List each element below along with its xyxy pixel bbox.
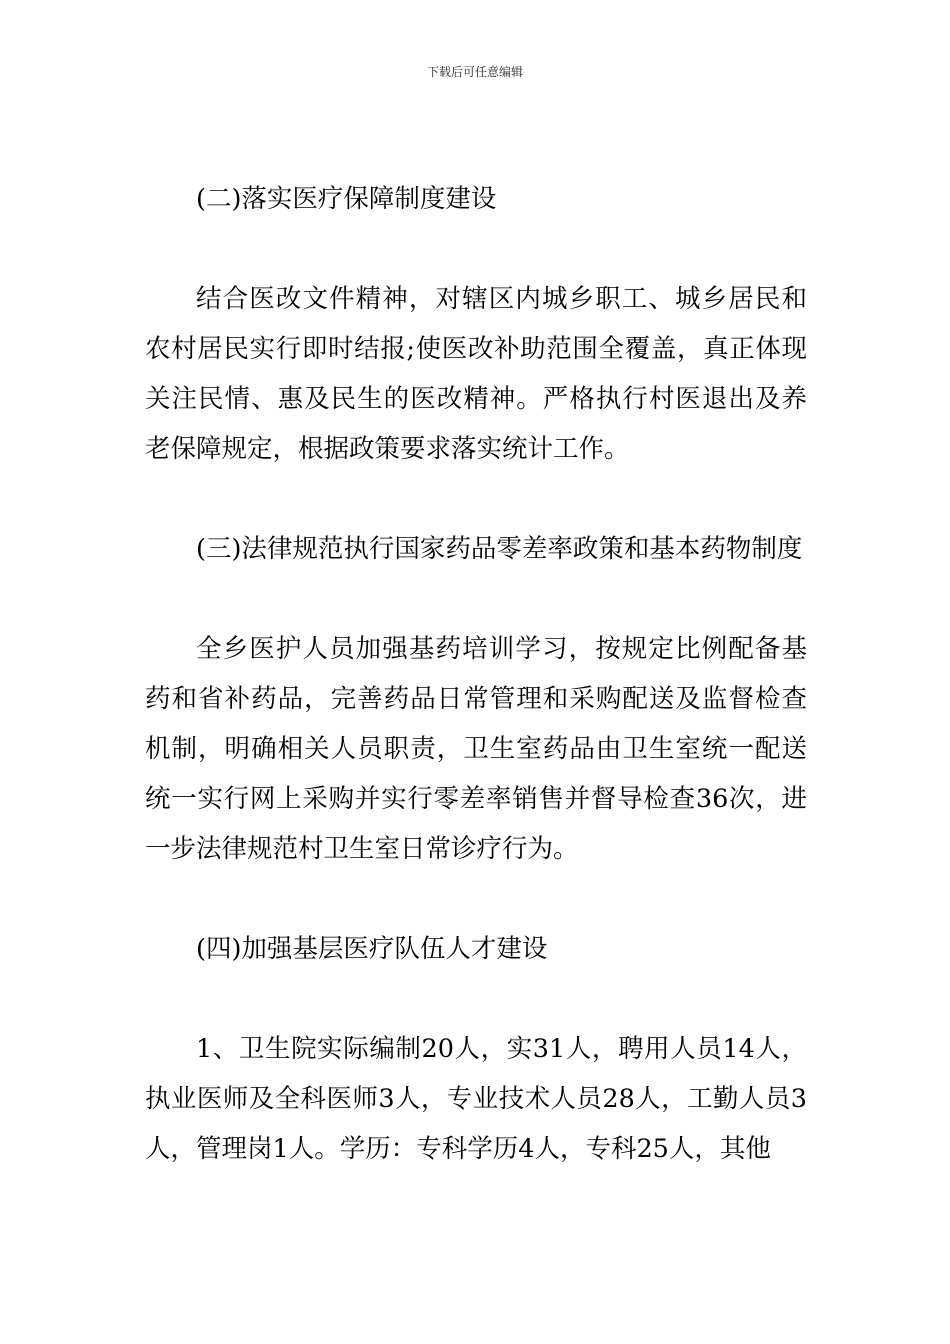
document-body [145, 174, 807, 1174]
spacer [145, 874, 807, 924]
section-paragraph-3: 全乡医护人员加强基药培训学习，按规定比例配备基药和省补药品，完善药品日常管理和采购配送及监督检查机制，明确相关人员职责，卫生室药品由卫生室统一配送统一实行网上采购并实行零差率销售并督导检查36次，进一步法律规范村卫生室日常诊疗行为。 [145, 634, 807, 864]
section-heading-3: (三)法律规范执行国家药品零差率政策和基本药物制度 [196, 534, 803, 564]
spacer [145, 974, 807, 1024]
spacer [145, 224, 807, 274]
section-paragraph-4: 1、卫生院实际编制20人，实31人，聘用人员14人，执业医师及全科医师3人，专业技术人员28人，工勤人员3人，管理岗1人。学历：专科学历4人，专科25人，其他 [145, 1034, 807, 1164]
section-heading-4: (四)加强基层医疗队伍人才建设 [196, 934, 548, 964]
section-paragraph-2: 结合医改文件精神，对辖区内城乡职工、城乡居民和农村居民实行即时结报;使医改补助范围全覆盖，真正体现关注民情、惠及民生的医改精神。严格执行村医退出及养老保障规定，根据政策要求落实统计工作。 [145, 284, 807, 464]
section-heading-2: (二)落实医疗保障制度建设 [196, 184, 497, 214]
page-header-note: 下载后可任意编辑 [426, 65, 523, 79]
spacer [145, 474, 807, 524]
spacer [145, 574, 807, 624]
